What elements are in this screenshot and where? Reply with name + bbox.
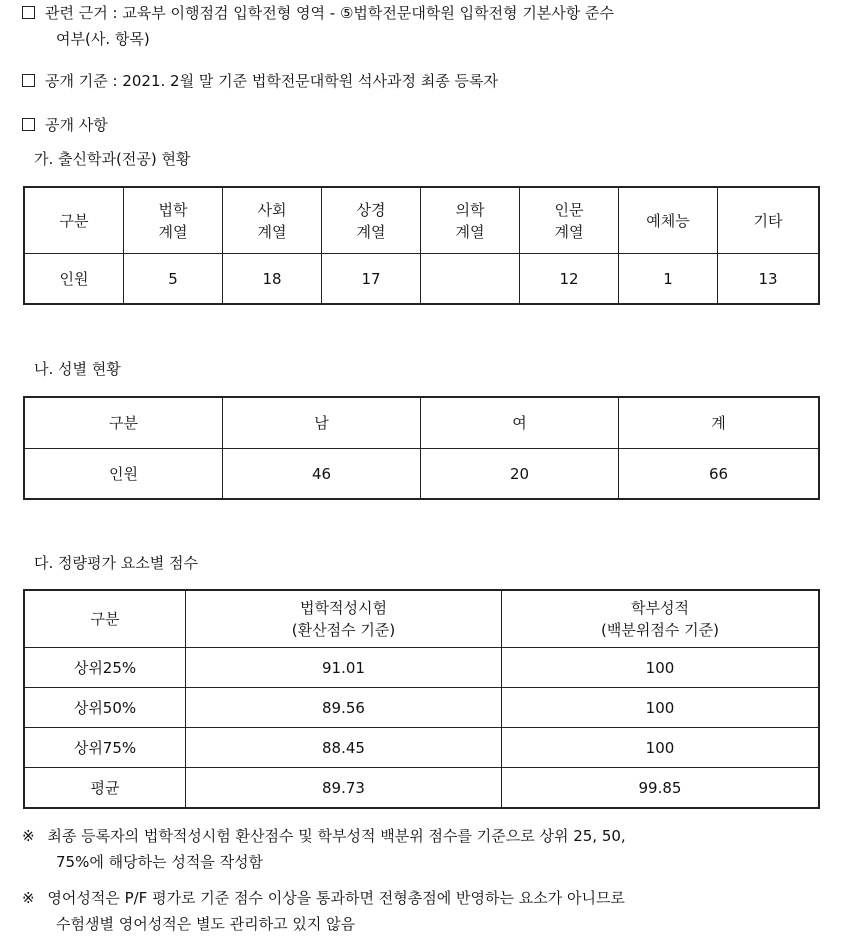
table-cell: 46 <box>223 449 421 499</box>
header-cell: 사회 계열 <box>223 188 322 254</box>
table-cell: 100 <box>502 648 819 688</box>
basis-line: 관련 근거 : 교육부 이행점검 입학전형 영역 - ⑤법학전문대학원 입학전형 기본사항 준수 <box>22 2 614 24</box>
table-cell: 66 <box>619 449 819 499</box>
criteria-line: 공개 기준 : 2021. 2월 말 기준 법학전문대학원 석사과정 최종 등록자 <box>22 70 498 92</box>
reference-mark-icon: ※ <box>22 889 35 907</box>
table-row <box>25 728 819 768</box>
section-c-title: 다. 정량평가 요소별 점수 <box>34 554 198 572</box>
items-line: 공개 사항 <box>22 114 108 136</box>
table-cell: 89.73 <box>186 768 502 808</box>
reference-mark-icon: ※ <box>22 827 35 845</box>
checkbox-square-icon <box>22 6 35 19</box>
table-row <box>25 449 819 499</box>
table-cell: 17 <box>322 254 421 304</box>
table-cell: 89.56 <box>186 688 502 728</box>
header-cell: 상경 계열 <box>322 188 421 254</box>
row-label: 상위50% <box>25 688 186 728</box>
header-cell: 구분 <box>25 591 186 648</box>
header-cell: 인문 계열 <box>520 188 619 254</box>
table-row <box>25 648 819 688</box>
score-table-header-row <box>25 591 819 648</box>
header-cell: 학부성적 (백분위점수 기준) <box>502 591 819 648</box>
table-cell: 18 <box>223 254 322 304</box>
table-cell <box>421 254 520 304</box>
row-label: 평균 <box>25 768 186 808</box>
note-2: ※ 영어성적은 P/F 평가로 기준 점수 이상을 통과하면 전형총점에 반영하는 요소가 아니므로 <box>22 889 625 907</box>
checkbox-square-icon <box>22 118 35 131</box>
header-cell: 남 <box>223 398 421 449</box>
table-cell: 99.85 <box>502 768 819 808</box>
major-table <box>24 187 819 304</box>
header-cell: 구분 <box>25 188 124 254</box>
table-row <box>25 254 819 304</box>
row-label: 상위25% <box>25 648 186 688</box>
header-cell: 법학 계열 <box>124 188 223 254</box>
table-cell: 1 <box>619 254 718 304</box>
row-label: 인원 <box>25 254 124 304</box>
gender-table <box>24 397 819 499</box>
table-cell: 13 <box>718 254 819 304</box>
header-cell: 구분 <box>25 398 223 449</box>
score-table <box>24 590 819 808</box>
note-1: ※ 최종 등록자의 법학적성시험 환산점수 및 학부성적 백분위 점수를 기준으로 상위 25, 50, <box>22 827 626 845</box>
table-row <box>25 768 819 808</box>
table-cell: 100 <box>502 728 819 768</box>
section-b-title: 나. 성별 현황 <box>34 360 121 378</box>
table-cell: 20 <box>421 449 619 499</box>
row-label: 인원 <box>25 449 223 499</box>
header-cell: 기타 <box>718 188 819 254</box>
table-cell: 88.45 <box>186 728 502 768</box>
header-cell: 의학 계열 <box>421 188 520 254</box>
major-table-header-row <box>25 188 819 254</box>
checkbox-square-icon <box>22 74 35 87</box>
table-cell: 12 <box>520 254 619 304</box>
header-cell: 여 <box>421 398 619 449</box>
section-a-title: 가. 출신학과(전공) 현황 <box>34 150 191 168</box>
row-label: 상위75% <box>25 728 186 768</box>
note-1-cont: 75%에 해당하는 성적을 작성함 <box>56 853 264 871</box>
table-cell: 5 <box>124 254 223 304</box>
basis-line-cont: 여부(사. 항목) <box>56 30 150 48</box>
header-cell: 계 <box>619 398 819 449</box>
table-row <box>25 688 819 728</box>
note-2-cont: 수험생별 영어성적은 별도 관리하고 있지 않음 <box>56 915 356 933</box>
table-cell: 100 <box>502 688 819 728</box>
header-cell: 예체능 <box>619 188 718 254</box>
table-cell: 91.01 <box>186 648 502 688</box>
header-cell: 법학적성시험 (환산점수 기준) <box>186 591 502 648</box>
gender-table-header-row <box>25 398 819 449</box>
